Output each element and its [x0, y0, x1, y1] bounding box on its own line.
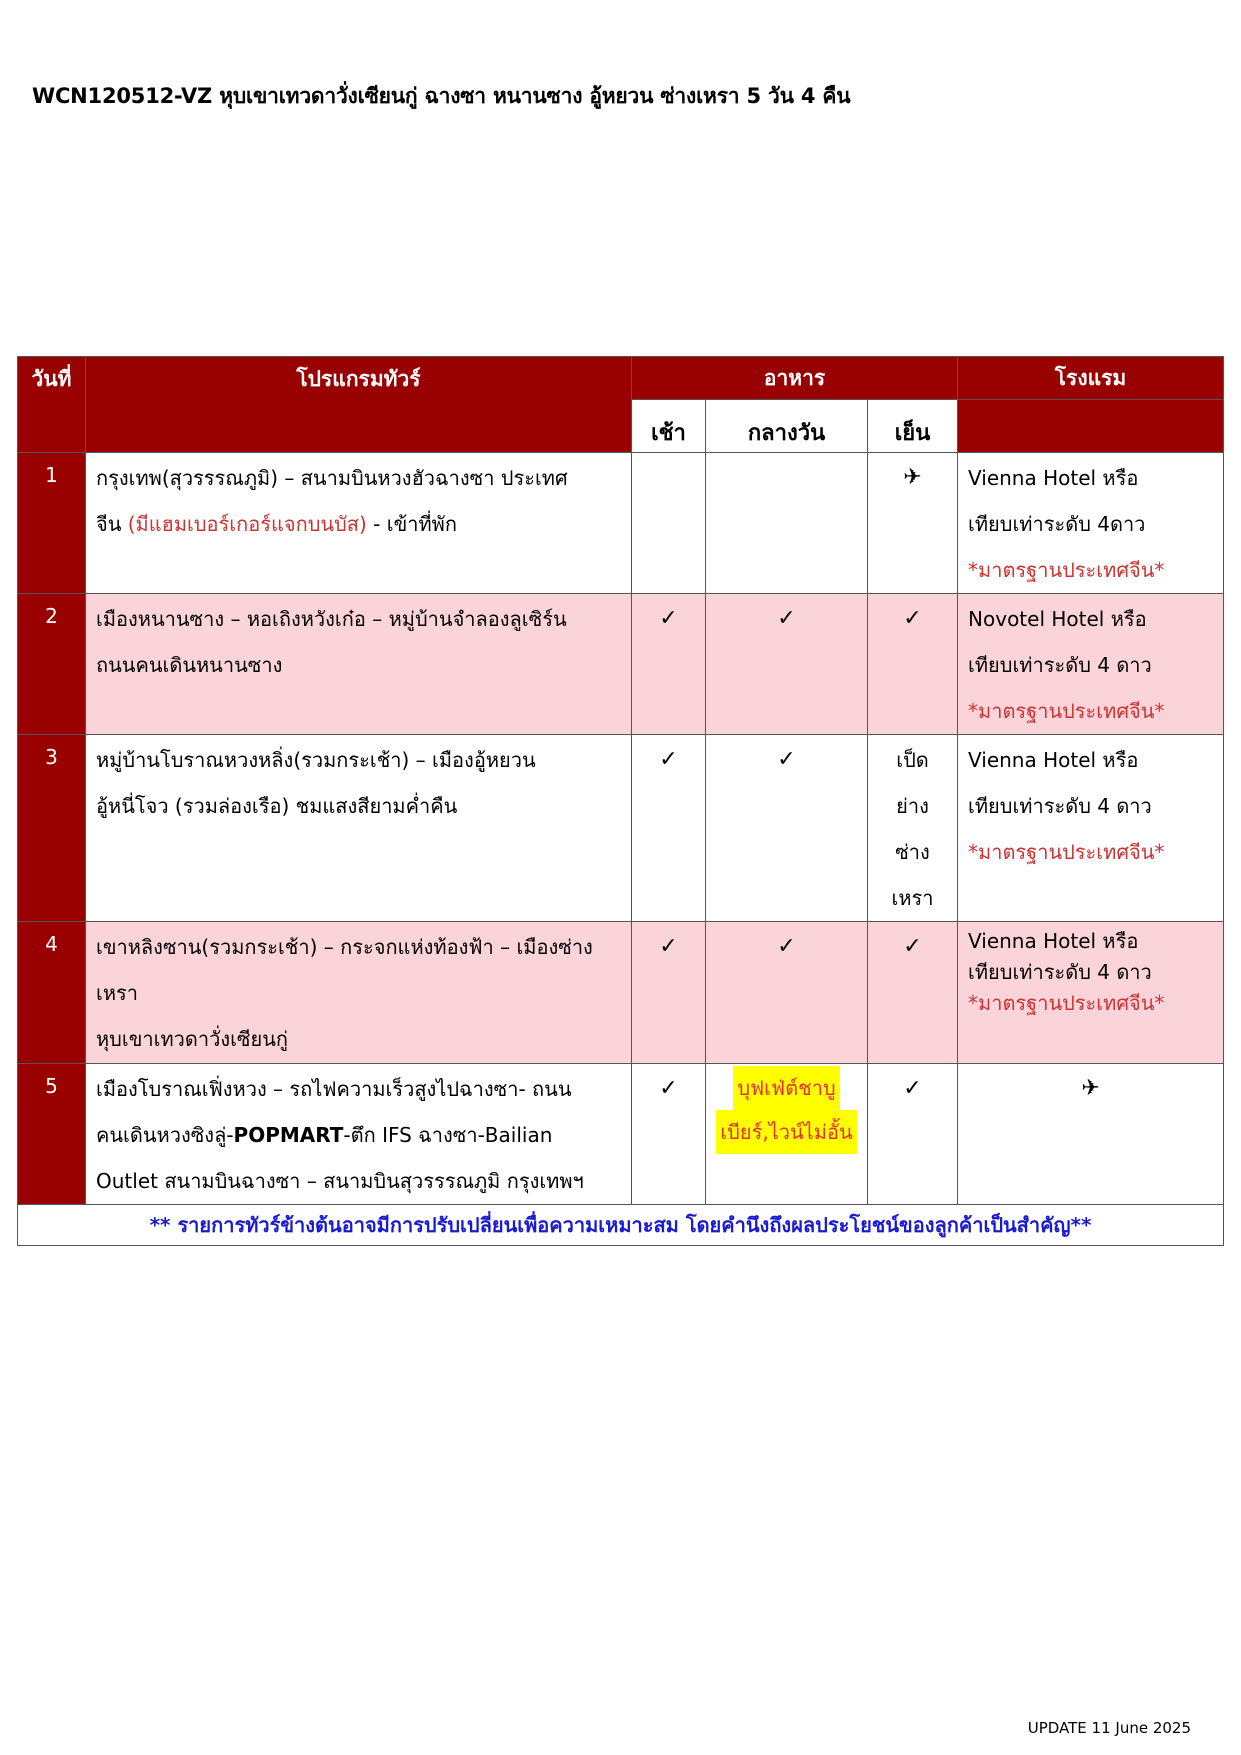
- table-row: [18, 922, 1224, 1064]
- program-line: ถนนคนเดินหนานซาง: [96, 653, 283, 677]
- dinner-text: เป็ด: [896, 748, 929, 772]
- check-icon: ✓: [659, 606, 678, 631]
- lunch-cell: [706, 1064, 868, 1205]
- hotel-name: Vienna Hotel หรือ: [968, 748, 1139, 772]
- plane-icon: ✈: [1081, 1076, 1100, 1101]
- program-cell: [86, 922, 632, 1064]
- dinner-cell: [868, 594, 958, 735]
- header-hotel: โรงแรม: [958, 357, 1224, 400]
- hotel-name: Novotel Hotel หรือ: [968, 607, 1147, 631]
- dinner-text: เหรา: [891, 886, 934, 910]
- program-line: [96, 1112, 621, 1158]
- program-line: [96, 501, 621, 547]
- program-line: อู้หนี่โจว (รวมล่องเรือ) ชมแสงสียามค่ำคืน: [96, 794, 458, 818]
- hotel-level: เทียบเท่าระดับ 4 ดาว: [968, 794, 1152, 818]
- hotel-standard: *มาตรฐานประเทศจีน*: [968, 991, 1165, 1015]
- hotel-cell: [958, 453, 1224, 594]
- hotel-level: เทียบเท่าระดับ 4 ดาว: [968, 960, 1152, 984]
- program-cell: [86, 594, 632, 735]
- dinner-cell: [868, 922, 958, 1064]
- hotel-standard: *มาตรฐานประเทศจีน*: [968, 699, 1165, 723]
- breakfast-cell: [632, 922, 706, 1064]
- check-icon: ✓: [903, 934, 922, 959]
- lunch-cell: [706, 735, 868, 922]
- program-text: คนเดินหวงซิงลู่-: [96, 1123, 234, 1147]
- program-text: จีน: [96, 512, 128, 536]
- program-line: เหรา: [96, 981, 138, 1005]
- program-line: หมู่บ้านโบราณหวงหลิ่ง(รวมกระเช้า) – เมืองอู้หยวน: [96, 748, 536, 772]
- dinner-cell: [868, 735, 958, 922]
- program-line: เขาหลิงซาน(รวมกระเช้า) – กระจกแห่งท้องฟ้า – เมืองซ่าง: [96, 935, 593, 959]
- program-bold: POPMART: [233, 1123, 344, 1147]
- lunch-cell: [706, 453, 868, 594]
- dinner-text: ซ่าง: [895, 840, 930, 864]
- itinerary-table: [17, 356, 1223, 1246]
- program-line: เมืองหนานซาง – หอเถิงหวังเก๋อ – หมู่บ้านจำลองลูเซิร์น: [96, 607, 567, 631]
- hotel-standard: *มาตรฐานประเทศจีน*: [968, 840, 1165, 864]
- program-text: - เข้าที่พัก: [366, 512, 457, 536]
- disclaimer-note: ** รายการทัวร์ข้างต้นอาจมีการปรับเปลี่ยนเพื่อความเหมาะสม โดยคำนึงถึงผลประโยชน์ของลูกค้าเป็นสำคัญ**: [18, 1205, 1224, 1246]
- lunch-cell: [706, 594, 868, 735]
- check-icon: ✓: [659, 747, 678, 772]
- hotel-cell: [958, 735, 1224, 922]
- check-icon: ✓: [777, 934, 796, 959]
- lunch-cell: [706, 922, 868, 1064]
- hotel-level: เทียบเท่าระดับ 4 ดาว: [968, 653, 1152, 677]
- page-title: WCN120512-VZ หุบเขาเทวดาวั่งเซียนกู่ ฉางซา หนานซาง อู้หยวน ซ่างเหรา 5 วัน 4 คืน: [32, 84, 851, 108]
- program-line: Outlet สนามบินฉางซา – สนามบินสุวรรรณภูมิ กรุงเทพฯ: [96, 1169, 584, 1193]
- header-program: โปรแกรมทัวร์: [86, 357, 632, 453]
- hotel-standard: *มาตรฐานประเทศจีน*: [968, 558, 1165, 582]
- header-breakfast: เช้า: [632, 400, 706, 453]
- hotel-cell: [958, 1064, 1224, 1205]
- header-dinner: เย็น: [868, 400, 958, 453]
- hotel-level: เทียบเท่าระดับ 4ดาว: [968, 512, 1146, 536]
- header-meals: อาหาร: [632, 357, 958, 400]
- check-icon: ✓: [777, 747, 796, 772]
- dinner-cell: [868, 1064, 958, 1205]
- program-cell: [86, 1064, 632, 1205]
- program-line: กรุงเทพ(สุวรรรณภูมิ) – สนามบินหวงฮัวฉางซา ประเทศ: [96, 466, 568, 490]
- program-line: หุบเขาเทวดาวั่งเซียนกู่: [96, 1027, 288, 1051]
- table-row: [18, 453, 1224, 594]
- day-number: 3: [18, 735, 86, 922]
- check-icon: ✓: [659, 934, 678, 959]
- check-icon: ✓: [777, 606, 796, 631]
- day-number: 1: [18, 453, 86, 594]
- lunch-special-line: บุฟเฟ่ต์ชาบู: [733, 1066, 839, 1110]
- table-row: [18, 1064, 1224, 1205]
- check-icon: ✓: [903, 1076, 922, 1101]
- check-icon: ✓: [903, 606, 922, 631]
- program-highlight: (มีแฮมเบอร์เกอร์แจกบนบัส): [127, 512, 367, 536]
- program-cell: [86, 735, 632, 922]
- hotel-cell: [958, 922, 1224, 1064]
- breakfast-cell: [632, 1064, 706, 1205]
- plane-icon: ✈: [903, 465, 922, 490]
- day-number: 5: [18, 1064, 86, 1205]
- lunch-special-line: เบียร์,ไวน์ไม่อั้น: [716, 1110, 856, 1154]
- dinner-text: ย่าง: [896, 794, 929, 818]
- hotel-name: Vienna Hotel หรือ: [968, 466, 1139, 490]
- hotel-name: Vienna Hotel หรือ: [968, 929, 1139, 953]
- header-hotel-blank: [958, 400, 1224, 453]
- dinner-cell: [868, 453, 958, 594]
- day-number: 2: [18, 594, 86, 735]
- program-text: -ตึก IFS ฉางซา-Bailian: [343, 1123, 553, 1147]
- check-icon: ✓: [659, 1076, 678, 1101]
- hotel-cell: [958, 594, 1224, 735]
- table-row: [18, 735, 1224, 922]
- breakfast-cell: [632, 735, 706, 922]
- day-number: 4: [18, 922, 86, 1064]
- program-line: เมืองโบราณเฟิ่งหวง – รถไฟความเร็วสูงไปฉางซา- ถนน: [96, 1077, 572, 1101]
- header-day: วันที่: [18, 357, 86, 453]
- breakfast-cell: [632, 594, 706, 735]
- update-date: UPDATE 11 June 2025: [1027, 1719, 1191, 1737]
- breakfast-cell: [632, 453, 706, 594]
- table-row: [18, 594, 1224, 735]
- program-cell: [86, 453, 632, 594]
- header-lunch: กลางวัน: [706, 400, 868, 453]
